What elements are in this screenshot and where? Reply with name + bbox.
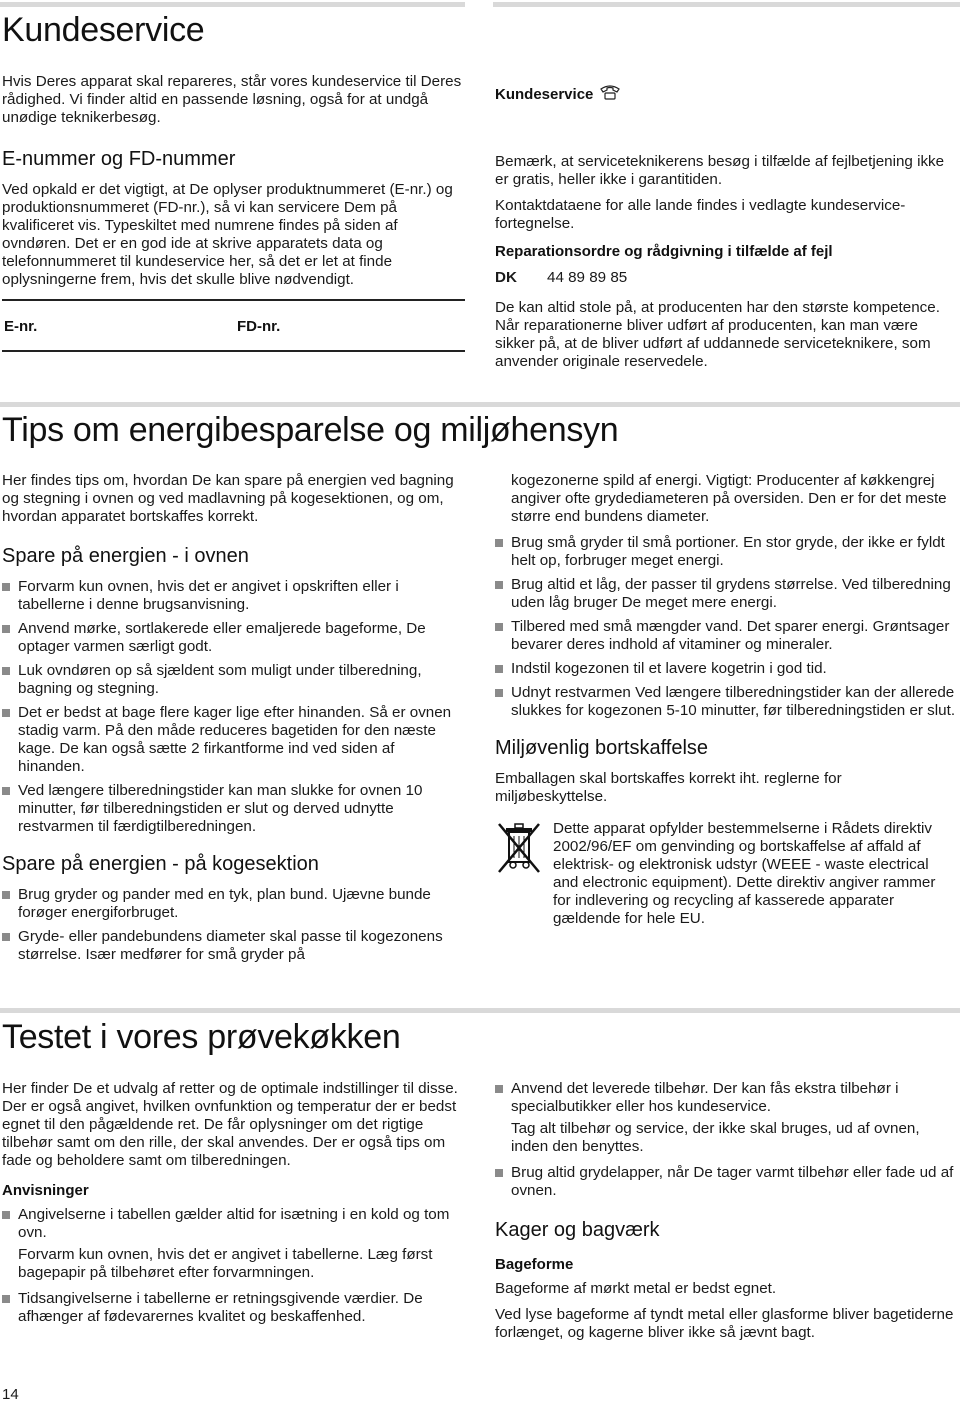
tips-rule bbox=[0, 402, 960, 407]
fdnr-label: FD-nr. bbox=[237, 318, 281, 335]
enr-line-top bbox=[2, 299, 465, 301]
country-code: DK bbox=[495, 269, 517, 286]
bullet-icon bbox=[2, 583, 10, 591]
hob-item: Brug små gryder til små portioner. En stor gryde, der ikke er fyldt helt op, forbruger meget energi. bbox=[495, 534, 957, 570]
phone-number[interactable]: 44 89 89 85 bbox=[547, 269, 628, 286]
top-rule-right bbox=[493, 2, 960, 7]
testet-left-column bbox=[2, 1080, 465, 1332]
bullet-icon bbox=[495, 665, 503, 673]
hob-item: Indstil kogezonen til et lavere kogetrin i god tid. bbox=[495, 660, 957, 678]
enr-text: Ved opkald er det vigtigt, at De oplyser produktnummeret (E-nr.) og produktionsnummeret (FD-nr.), så vi kan servicere Dem på kvalificeret vis. Typeskiltet med numrene findes på siden af ovndøren. Det er en god ide at skrive apparatets data og telefonnummeret til kundeservice her, så det er let at finde oplysningerne frem, hvis det skulle blive nødvendigt. bbox=[2, 181, 453, 288]
disposal-text: Emballagen skal bortskaffes korrekt iht. reglerne for miljøbeskyttelse. bbox=[495, 770, 842, 805]
accessory-sub: Tag alt tilbehør og service, der ikke skal bruges, ud af ovnen, inden den benyttes. bbox=[511, 1120, 920, 1155]
tips-intro: Her findes tips om, hvordan De kan spare på energien ved bagning og stegning i ovnen og ved madlavning på kogesektionen, og om, hvordan apparatet bortskaffes korrekt. bbox=[2, 472, 454, 525]
testet-intro: Her finder De et udvalg af retter og de optimale indstillinger til disse. Der er også angivet, hvilken ovnfunktion og temperatur der er bedst egnet til den pågældende ret. De får oplysninger om det rigtige tilbehør samt om den rille, der skal anvendes. Der er også tips om fade og beholdere samt om tilberedningen. bbox=[2, 1080, 458, 1169]
repair-heading: Reparationsordre og rådgivning i tilfælde af fejl bbox=[495, 243, 833, 260]
bullet-icon bbox=[495, 1085, 503, 1093]
oven-item: Ved længere tilberedningstider kan man slukke for ovnen 10 minutter, før tilberedningstiden er slut og derved udnytte restvarmen til færdigtilberedningen. bbox=[2, 782, 465, 836]
service-note-1: Bemærk, at serviceteknikerens besøg i tilfælde af fejlbetjening ikke er gratis, heller ikke i garantitiden. bbox=[495, 153, 945, 188]
right-heading-row bbox=[495, 84, 957, 105]
hob-heading: Spare på energien - på kogesektion bbox=[2, 853, 319, 875]
disposal-heading: Miljøvenlig bortskaffelse bbox=[495, 737, 709, 759]
trust-text: De kan altid stole på, at producenten har den største kompetence. Når reparationerne bliver udført af producenten, kan man være sikker på, at de bliver udført af uddannede serviceteknikere, som anvender originale reservedele. bbox=[495, 299, 940, 370]
bageforme-text-1: Bageforme af mørkt metal er bedst egnet. bbox=[495, 1280, 777, 1297]
weee-block bbox=[495, 820, 957, 928]
service-note-2: Kontaktdataene for alle lande findes i vedlagte kundeservice-fortegnelse. bbox=[495, 197, 906, 232]
oven-item: Det er bedst at bage flere kager lige efter hinanden. Så er ovnen stadig varm. På den måde reduceres bagetiden for den næste kage. De kan også sætte 2 firkantforme ind ved siden af hinanden. bbox=[2, 704, 465, 776]
enr-label: E-nr. bbox=[4, 318, 38, 335]
phone-icon bbox=[599, 84, 621, 105]
bullet-icon bbox=[2, 625, 10, 633]
bullet-icon bbox=[495, 689, 503, 697]
bullet-icon bbox=[2, 933, 10, 941]
anvisning-sub: Forvarm kun ovnen, hvis det er angivet i tabellerne. Læg først bagepapir på tilbehøret efter forvarmningen. bbox=[18, 1246, 433, 1281]
hob-item: Tilbered med små mængder vand. Det sparer energi. Grøntsager bevarer deres indhold af vitaminer og mineraler. bbox=[495, 618, 957, 654]
oven-heading: Spare på energien - i ovnen bbox=[2, 545, 249, 567]
section-title-tips: Tips om energibesparelse og miljøhensyn bbox=[2, 411, 619, 449]
accessory-item: Brug altid grydelapper, når De tager varmt tilbehør eller fade ud af ovnen. bbox=[495, 1164, 957, 1200]
accessory-item: Anvend det leverede tilbehør. Der kan fås ekstra tilbehør i specialbutikker eller hos kundeservice. bbox=[495, 1080, 957, 1116]
bullet-icon bbox=[2, 1295, 10, 1303]
weee-text: Dette apparat opfylder bestemmelserne i Rådets direktiv 2002/96/EF om genvinding og bortskaffelse af affald af elektrisk- og elektronisk udstyr (WEEE - waste electrical and electronic equipment). Dette direktiv angiver rammer for indlevering og recycling af kasserede apparater gældende for hele EU. bbox=[553, 820, 936, 927]
bageforme-text-2: Ved lyse bageforme af tyndt metal eller glasforme bliver bagetiderne forlænget, og kagerne bliver ikke så jævnt bagt. bbox=[495, 1306, 954, 1341]
section-title-testet: Testet i vores prøvekøkken bbox=[2, 1018, 401, 1056]
testet-rule bbox=[0, 1008, 960, 1013]
section-title-kundeservice: Kundeservice bbox=[2, 11, 205, 49]
kundeservice-intro: Hvis Deres apparat skal repareres, står vores kundeservice til Deres rådighed. Vi finder altid en passende løsning, også for at undgå unødige teknikerbesøg. bbox=[2, 73, 462, 126]
top-rule-left bbox=[0, 2, 465, 7]
bullet-icon bbox=[2, 667, 10, 675]
hob-item: Udnyt restvarmen Ved længere tilberedningstider kan der allerede slukkes for kogezonen 5-10 minutter, før tilberedningstiden er slut. bbox=[495, 684, 957, 720]
bullet-icon bbox=[2, 1211, 10, 1219]
anvisninger-heading: Anvisninger bbox=[2, 1182, 89, 1199]
kager-heading: Kager og bagværk bbox=[495, 1219, 660, 1241]
bullet-icon bbox=[495, 623, 503, 631]
bullet-icon bbox=[495, 539, 503, 547]
oven-item: Anvend mørke, sortlakerede eller emaljerede bageforme, De optager varmen særligt godt. bbox=[2, 620, 465, 656]
hob-item: Brug altid et låg, der passer til grydens størrelse. Ved tilberedning uden låg bruger De meget mere energi. bbox=[495, 576, 957, 612]
hob-item: Gryde- eller pandebundens diameter skal passe til kogezonens størrelse. Især medfører for små gryder på bbox=[2, 928, 465, 964]
enr-line-bottom bbox=[2, 350, 465, 352]
crossed-bin-icon bbox=[495, 820, 543, 928]
tips-left-column bbox=[2, 472, 465, 970]
anvisning-item: Angivelserne i tabellen gælder altid for isætning i en kold og tom ovn. bbox=[2, 1206, 465, 1242]
oven-item: Luk ovndøren op så sjældent som muligt under tilberedning, bagning og stegning. bbox=[2, 662, 465, 698]
bageforme-heading: Bageforme bbox=[495, 1256, 574, 1273]
hob-item: Brug gryder og pander med en tyk, plan bund. Ujævne bunde forøger energiforbruget. bbox=[2, 886, 465, 922]
right-heading: Kundeservice bbox=[495, 85, 594, 103]
anvisning-item: Tidsangivelserne i tabellerne er retningsgivende værdier. De afhænger af fødevarernes kvalitet og beskaffenhed. bbox=[2, 1290, 465, 1326]
bullet-icon bbox=[2, 891, 10, 899]
bullet-icon bbox=[2, 709, 10, 717]
kundeservice-right-column bbox=[495, 84, 957, 379]
enr-heading: E-nummer og FD-nummer bbox=[2, 148, 236, 170]
kundeservice-left-column bbox=[2, 73, 465, 297]
bullet-icon bbox=[2, 787, 10, 795]
bullet-icon bbox=[495, 581, 503, 589]
testet-right-column bbox=[495, 1080, 957, 1350]
tips-right-column bbox=[495, 472, 957, 928]
oven-item: Forvarm kun ovnen, hvis det er angivet i opskriften eller i tabellerne i denne brugsanvisning. bbox=[2, 578, 465, 614]
hob-continued: kogezonerne spild af energi. Vigtigt: Producenter af køkkengrej angiver ofte grydediameteren på oversiden. Den er for det meste større end bundens diameter. bbox=[511, 472, 947, 525]
bullet-icon bbox=[495, 1169, 503, 1177]
phone-row bbox=[495, 269, 957, 287]
page-number: 14 bbox=[2, 1386, 19, 1403]
